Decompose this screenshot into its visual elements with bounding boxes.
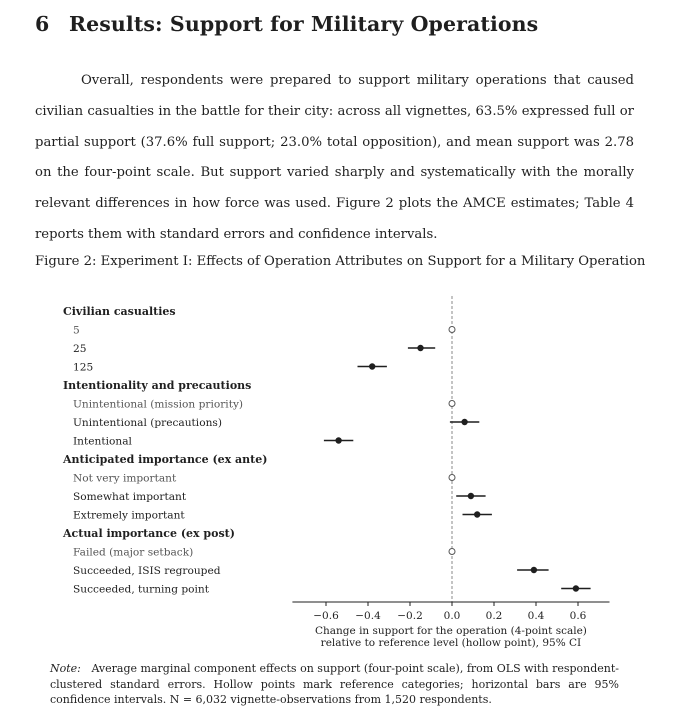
paragraph-text: Overall, respondents were prepared to support military operations that caused civilian casualties in the battle for their city: across all vignettes, 63.5% expressed full or partial support (37.6% full support; 23.0% total opposition), and mean support was 2.78 on the four-point scale. But support varied sharply and systematically with the morally relevant differences in how force was used. Figure 2 plots the AMCE estimates; Table 4 reports them with standard errors and confidence intervals. bbox=[35, 73, 634, 242]
coefficient-plot bbox=[0, 288, 688, 658]
attribute-header: Intentionality and precautions bbox=[63, 379, 252, 392]
reference-point bbox=[449, 401, 455, 407]
note-label: Note: bbox=[50, 662, 81, 675]
attribute-header: Actual importance (ex post) bbox=[63, 527, 235, 540]
level-label: Extremely important bbox=[73, 509, 185, 522]
level-label: Succeeded, turning point bbox=[73, 583, 210, 596]
level-label: Intentional bbox=[73, 435, 132, 448]
x-axis-label-line1: Change in support for the operation (4-point scale) bbox=[314, 625, 587, 637]
attribute-header: Civilian casualties bbox=[63, 305, 176, 318]
note-text: Average marginal component effects on support (four-point scale), from OLS with respondent-clustered standard errors. Hollow points mark reference categories; horizontal bars are 95% confidence intervals. N = 6,032 vignette-observations from 1,520 respondents. bbox=[50, 662, 620, 706]
section-heading bbox=[35, 12, 538, 36]
reference-point bbox=[449, 549, 455, 555]
x-tick-label: −0.2 bbox=[397, 610, 423, 622]
x-tick-label: 0.4 bbox=[527, 610, 545, 622]
x-tick-label: −0.6 bbox=[313, 610, 339, 622]
estimate-point bbox=[474, 511, 480, 517]
level-label: Not very important bbox=[73, 472, 177, 485]
section-number: 6 bbox=[35, 12, 50, 36]
reference-point bbox=[449, 327, 455, 333]
x-tick-label: 0.6 bbox=[569, 610, 587, 622]
attribute-header: Anticipated importance (ex ante) bbox=[63, 453, 268, 466]
estimate-point bbox=[468, 493, 474, 499]
estimate-point bbox=[417, 345, 423, 351]
level-label: 125 bbox=[73, 361, 94, 374]
level-label: 5 bbox=[73, 324, 80, 337]
figure-note bbox=[50, 661, 619, 708]
level-label: Unintentional (mission priority) bbox=[73, 398, 244, 411]
estimate-point bbox=[461, 419, 467, 425]
section-title: Results: Support for Military Operations bbox=[69, 12, 539, 36]
estimate-point bbox=[531, 567, 537, 573]
x-tick-label: 0.0 bbox=[443, 610, 461, 622]
level-label: Somewhat important bbox=[73, 491, 187, 503]
x-tick-label: −0.4 bbox=[355, 610, 381, 622]
x-tick-label: 0.2 bbox=[485, 610, 503, 622]
level-label: Failed (major setback) bbox=[73, 546, 194, 559]
x-axis-label-line2: relative to reference level (hollow point), 95% CI bbox=[320, 637, 582, 649]
estimate-point bbox=[335, 437, 341, 443]
results-paragraph bbox=[35, 66, 634, 251]
level-label: Unintentional (precautions) bbox=[73, 417, 222, 429]
figure-caption: Figure 2: Experiment I: Effects of Operation Attributes on Support for a Military Operation bbox=[35, 254, 646, 269]
level-label: 25 bbox=[73, 343, 87, 355]
estimate-point bbox=[573, 585, 579, 591]
level-label: Succeeded, ISIS regrouped bbox=[73, 565, 221, 577]
reference-point bbox=[449, 475, 455, 481]
estimate-point bbox=[369, 363, 375, 369]
